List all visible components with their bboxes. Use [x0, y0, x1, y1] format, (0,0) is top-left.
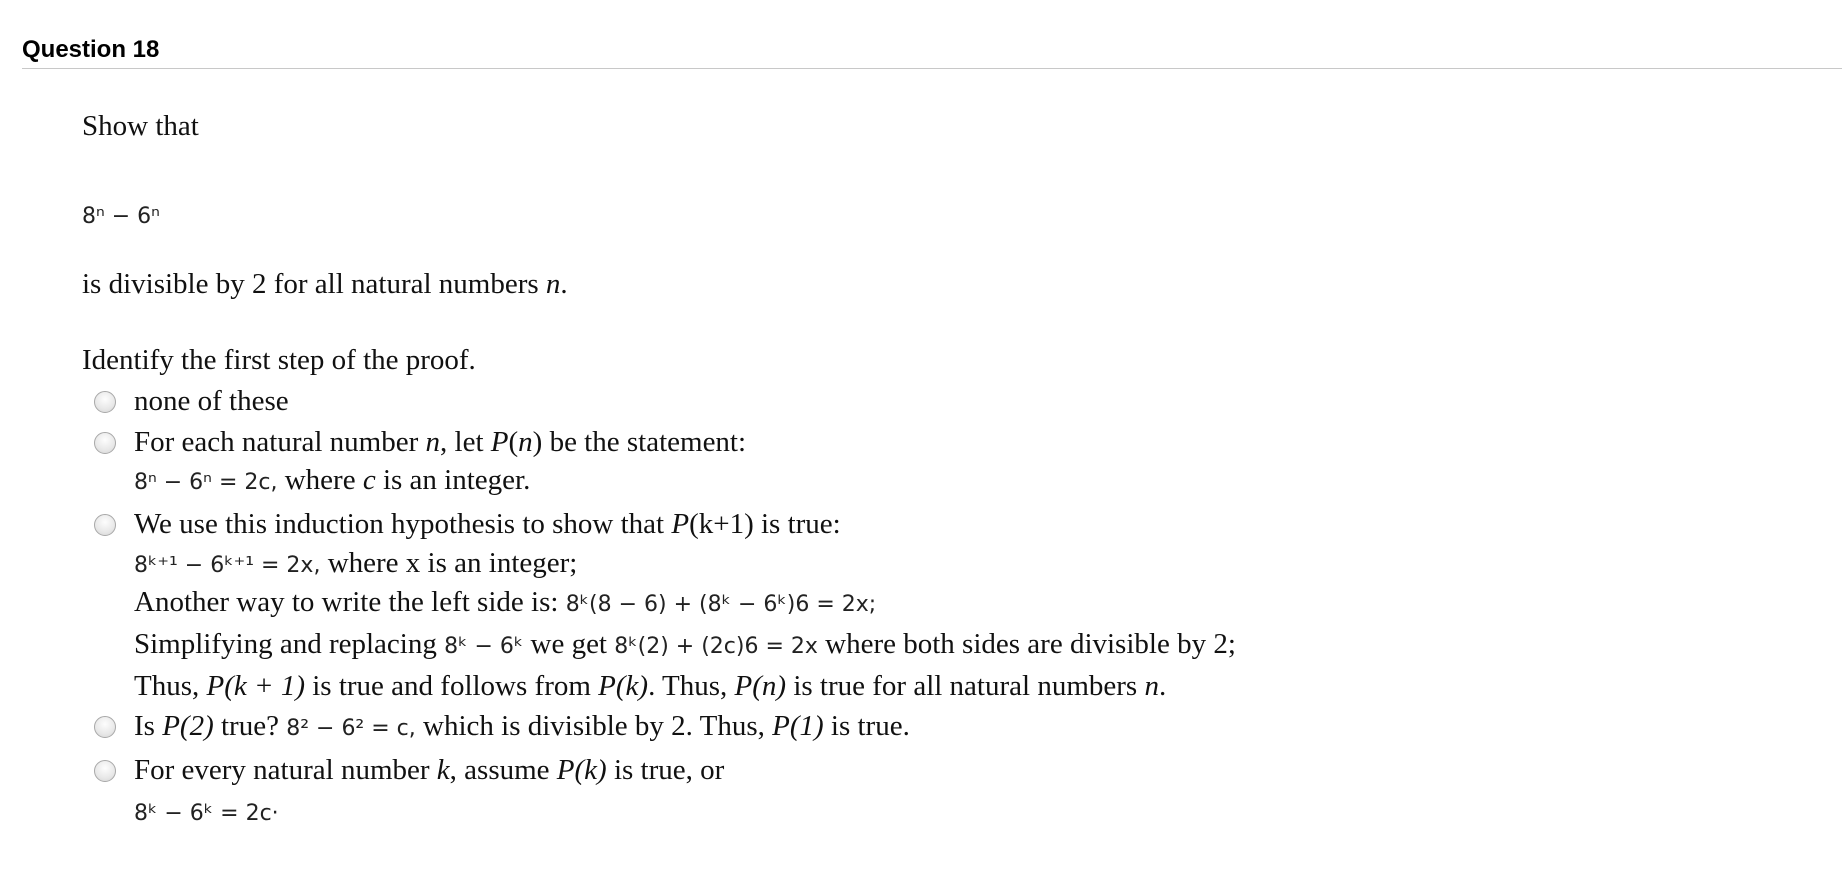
option-label: For each natural number n, let P(n) be the statement:	[134, 426, 747, 458]
option-assume-pk[interactable]	[94, 754, 724, 787]
question-title: Question 18	[22, 36, 160, 63]
radio-button[interactable]	[94, 432, 116, 454]
header-divider	[22, 68, 1842, 69]
radio-button[interactable]	[94, 514, 116, 536]
option-none[interactable]	[94, 385, 289, 418]
show-that-text: Show that	[82, 110, 199, 142]
divisible-statement: is divisible by 2 for all natural numbers n.	[82, 268, 568, 300]
radio-button[interactable]	[94, 716, 116, 738]
option-induction-line5: Thus, P(k + 1) is true and follows from P(k). Thus, P(n) is true for all natural numbers n.	[134, 670, 1167, 702]
option-induction-line4: Simplifying and replacing 8ᵏ − 6ᵏ we get 8ᵏ(2) + (2c)6 = 2x where both sides are divisible by 2;	[134, 628, 1236, 660]
option-label: For every natural number k, assume P(k) is true, or	[134, 754, 725, 786]
option-label: We use this induction hypothesis to show that P(k+1) is true:	[134, 508, 841, 540]
option-label: none of these	[134, 385, 289, 417]
option-assume-line2: 8ᵏ − 6ᵏ = 2c·	[134, 801, 279, 826]
instruction-text: Identify the first step of the proof.	[82, 344, 476, 376]
option-induction-line3: Another way to write the left side is: 8ᵏ(8 − 6) + (8ᵏ − 6ᵏ)6 = 2x;	[134, 586, 877, 618]
expression-line	[82, 198, 160, 231]
option-label: Is P(2) true? 8² − 6² = c, which is divisible by 2. Thus, P(1) is true.	[134, 710, 910, 742]
option-induction-line2: 8ᵏ⁺¹ − 6ᵏ⁺¹ = 2x, where x is an integer;	[134, 547, 578, 579]
radio-button[interactable]	[94, 391, 116, 413]
option-base-case[interactable]	[94, 710, 910, 743]
option-statement-line2: 8ⁿ − 6ⁿ = 2c, where c is an integer.	[134, 464, 531, 496]
math-expression: 8ⁿ − 6ⁿ	[82, 204, 160, 229]
radio-button[interactable]	[94, 760, 116, 782]
option-statement[interactable]	[94, 426, 746, 459]
question-header	[22, 36, 159, 64]
option-induction-step[interactable]	[94, 508, 841, 541]
